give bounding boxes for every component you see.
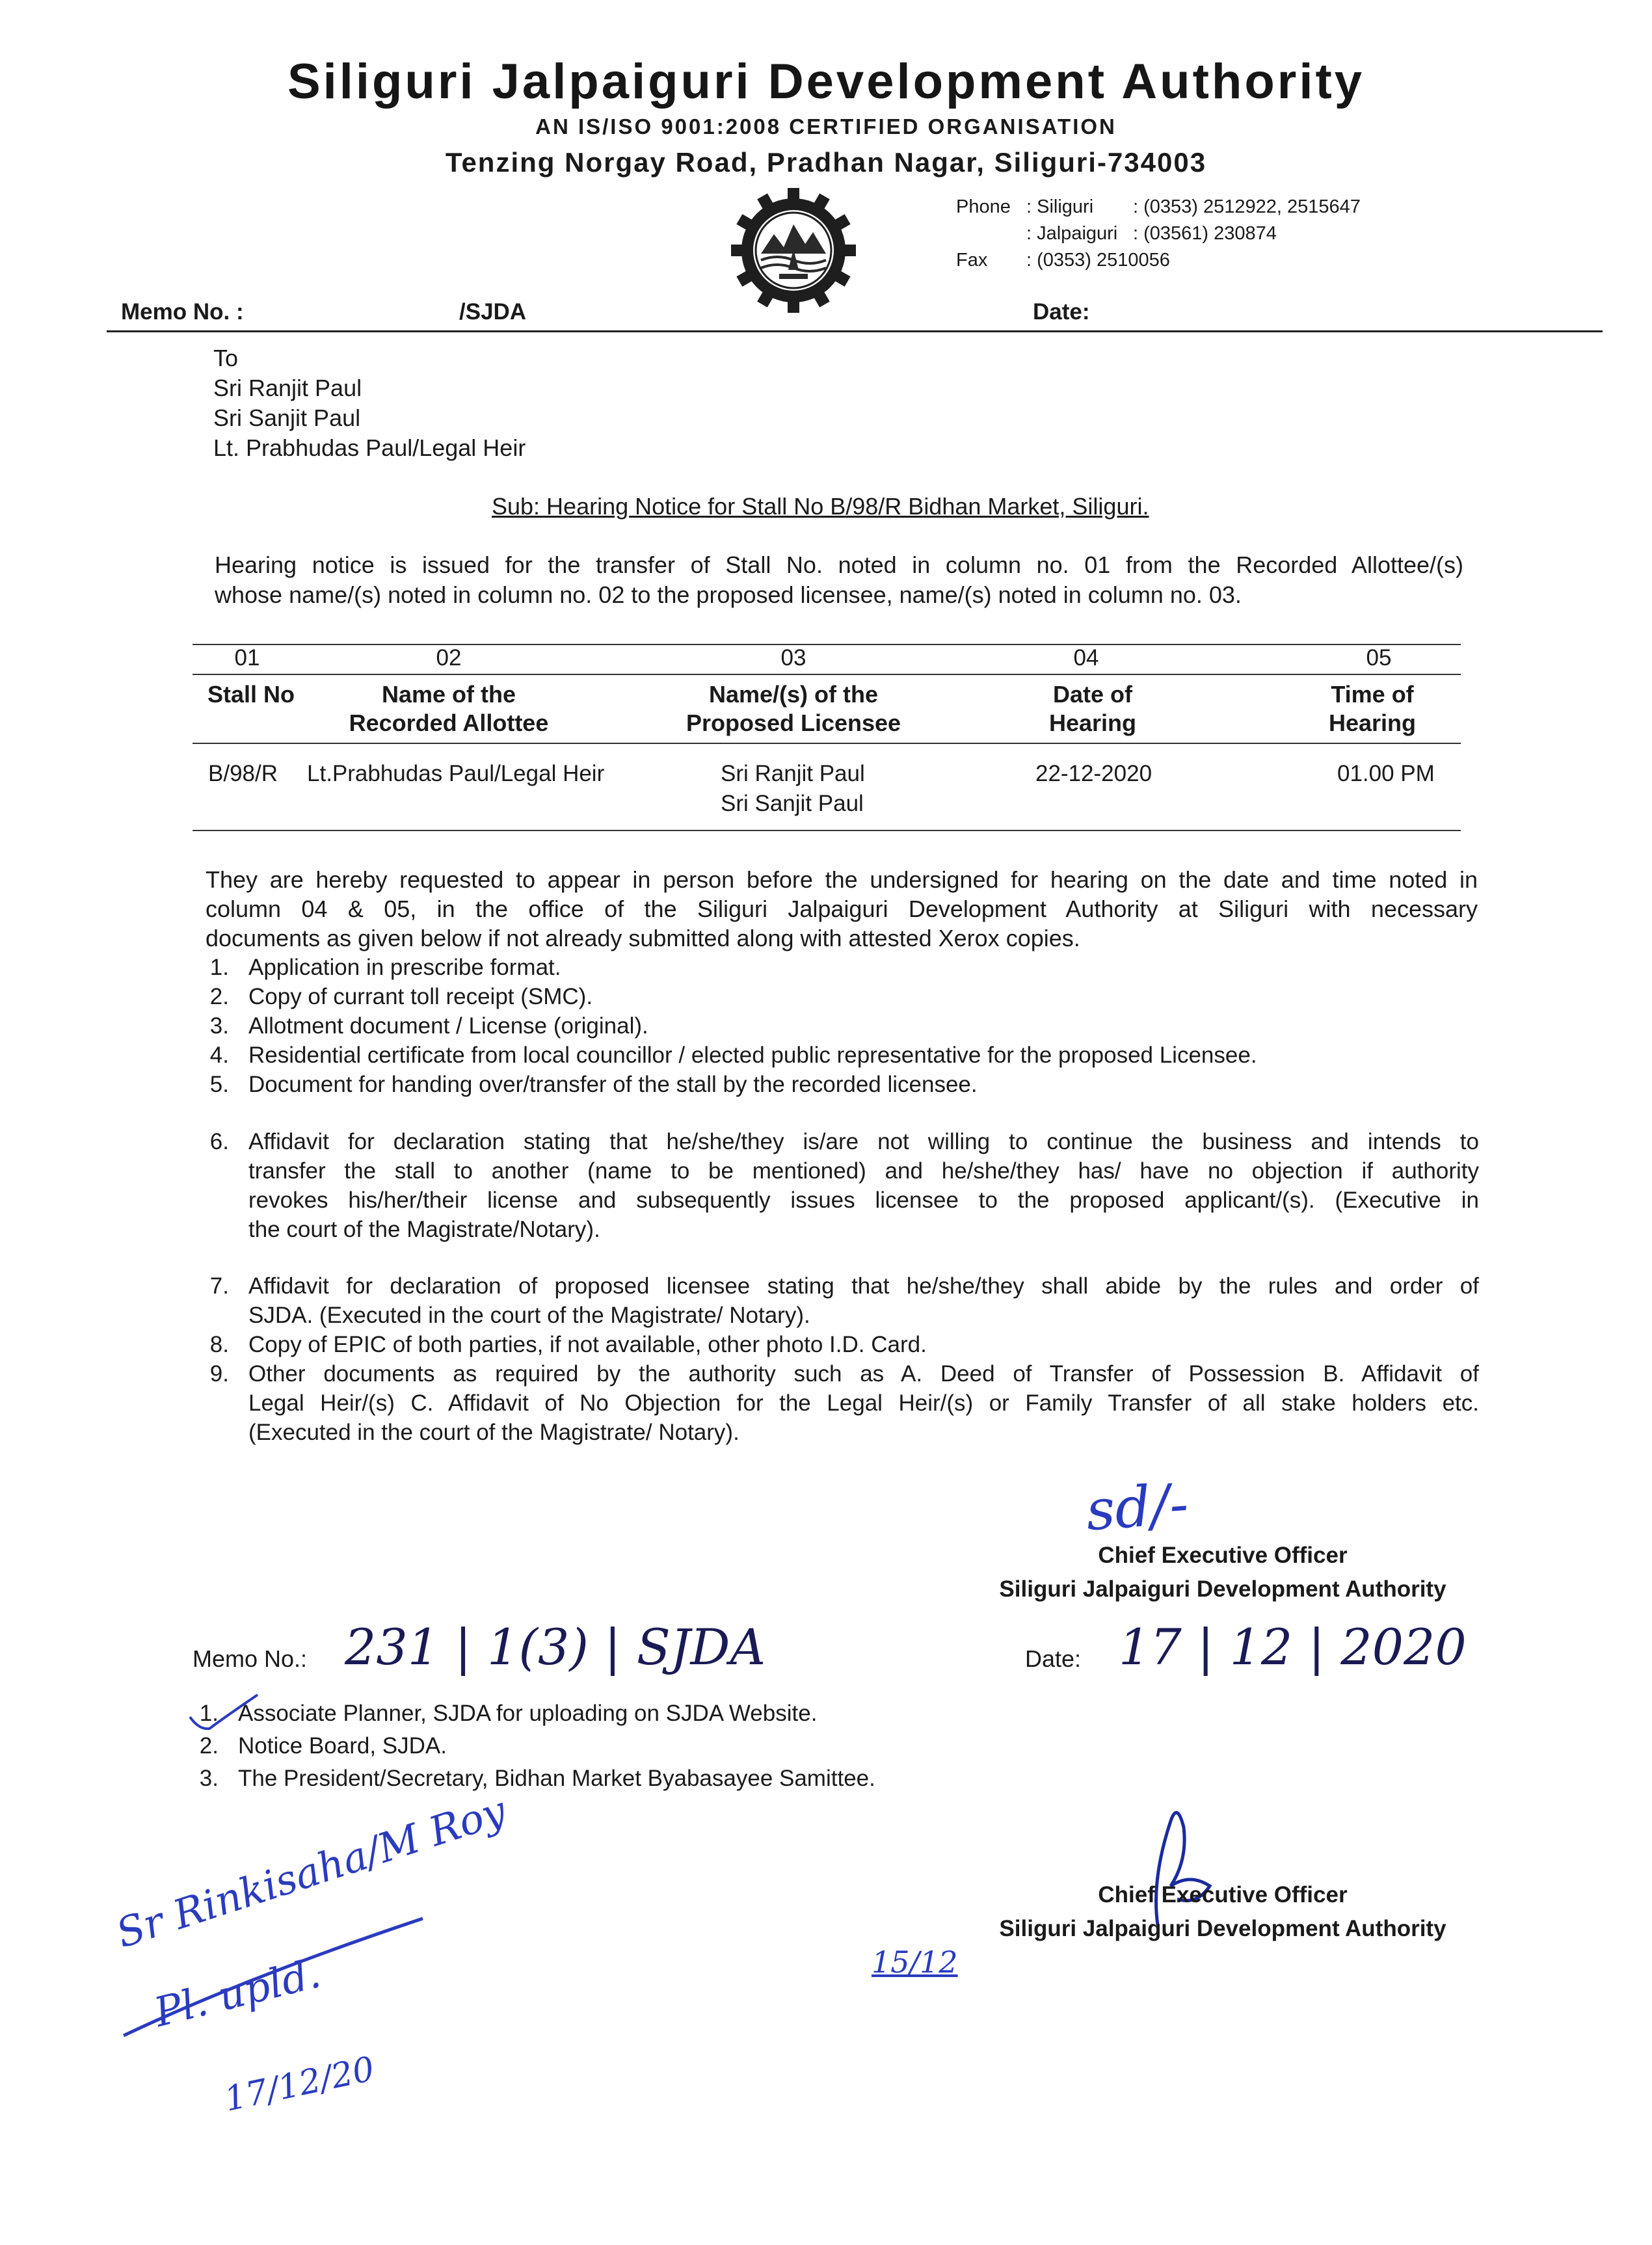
list-text: The President/Secretary, Bidhan Market Byabasayee Samittee. [238,1766,875,1791]
request-line: documents as given below if not already submitted along with attested Xerox copies. [206,925,1080,951]
signatory-title-2: Chief Executive Officer [1098,1882,1348,1907]
list-text: Document for handing over/transfer of the stall by the recorded licensee. [248,1072,978,1097]
signatory-title: Chief Executive Officer [1098,1543,1348,1568]
list-number: 7. [209,1273,229,1299]
certification-line: AN IS/ISO 9001:2008 CERTIFIED ORGANISATION [535,114,1117,139]
signatory-organization: Siliguri Jalpaiguri Development Authority [999,1576,1446,1602]
list-text: transfer the stall to another (name to be mentioned) and he/she/they has/ have no objection if authority [248,1158,1479,1184]
table-bottom-rule [193,830,1461,831]
list-number: 2. [209,984,229,1009]
cell-licensee: Sri Ranjit Paul [721,761,865,786]
column-header-time: Time of [1331,681,1414,708]
list-text: Associate Planner, SJDA for uploading on SJDA Website. [238,1701,818,1726]
cell-hearing-date: 22-12-2020 [1035,761,1152,786]
addressee-name: Sri Ranjit Paul [213,375,362,401]
memo-label-bottom: Memo No.: [193,1645,308,1672]
handwritten-upload-note: Pl. upld. [150,1949,325,2036]
list-number: 9. [209,1361,229,1387]
memo-suffix: /SJDA [459,299,527,325]
column-header-licensee: Proposed Licensee [686,710,901,736]
organization-name: Siliguri Jalpaiguri Development Authority [287,54,1365,109]
date-label: Date: [1033,299,1090,325]
handwritten-initial-date: 15/12 [872,1945,958,1980]
contact-value: : (0353) 2512922, 2515647 [1133,196,1361,217]
column-header-licensee: Name/(s) of the [708,681,879,708]
column-number: 03 [780,645,806,671]
handwritten-memo-number: 231 | 1(3) | SJDA [345,1618,766,1676]
table-number-rule [193,674,1461,675]
signatory-organization-2: Siliguri Jalpaiguri Development Authority [999,1916,1446,1941]
addressee-to: To [213,345,239,371]
list-text: Copy of currant toll receipt (SMC). [248,984,593,1009]
column-header-date: Hearing [1048,710,1137,736]
handwritten-signature-icon [1132,1801,1236,1932]
list-number: 4. [209,1043,229,1068]
intro-line: Hearing notice is issued for the transfer of Stall No. noted in column no. 01 from the Recorded Allottee/(s) [215,551,1463,578]
subject-line: Sub: Hearing Notice for Stall No B/98/R Bidhan Market, Siliguri. [492,493,1149,520]
contact-place: : (0353) 2510056 [1026,250,1170,271]
list-text: Notice Board, SJDA. [238,1733,447,1759]
cell-licensee: Sri Sanjit Paul [721,791,864,816]
list-text: Copy of EPIC of both parties, if not available, other photo I.D. Card. [248,1332,927,1357]
list-number: 1. [199,1701,219,1726]
list-number: 2. [199,1733,219,1759]
list-text: (Executed in the court of the Magistrate/ Notary). [248,1420,739,1445]
list-number: 5. [209,1072,229,1097]
contact-place: : Jalpaiguri [1026,223,1118,244]
cell-stall-no: B/98/R [208,761,278,786]
column-header-stall-no: Stall No [207,681,295,708]
header-divider [107,330,1603,332]
column-number: 04 [1073,645,1099,671]
cell-hearing-time: 01.00 PM [1337,761,1435,786]
list-text: Legal Heir/(s) C. Affidavit of No Objection for the Legal Heir/(s) or Family Transfer of all stake holders etc. [248,1390,1479,1416]
list-text: Application in prescribe format. [248,955,561,980]
copy-to-list [193,1699,1038,1803]
handwritten-sd-signature: sd/- [1084,1471,1191,1544]
list-number: 1. [209,955,229,980]
list-text: the court of the Magistrate/Notary). [248,1217,600,1242]
list-number: 3. [199,1766,219,1791]
sjda-seal-logo [709,185,878,315]
date-label-bottom: Date: [1025,1645,1082,1672]
addressee-name: Lt. Prabhudas Paul/Legal Heir [213,434,526,461]
handwritten-forward-note: Sr Rinkisaha/M Roy [111,1787,512,1958]
contact-label: Phone [956,196,1011,217]
list-text: Residential certificate from local councillor / elected public representative for the proposed Licensee. [248,1043,1257,1068]
memo-label: Memo No. : [121,299,244,325]
column-number: 02 [436,645,462,671]
column-number: 05 [1366,645,1392,671]
contact-place: : Siliguri [1026,196,1094,217]
list-text: SJDA. (Executed in the court of the Magistrate/ Notary). [248,1303,810,1328]
column-header-time: Hearing [1328,710,1417,736]
list-text: Affidavit for declaration stating that he/she/they is/are not willing to continue the business and intends to [248,1129,1479,1154]
request-line: column 04 & 05, in the office of the Siliguri Jalpaiguri Development Authority at Siliguri with necessary [206,896,1478,922]
list-text: revokes his/her/their license and subsequently issues licensee to the proposed applicant/(s). (Executive in [248,1188,1479,1213]
request-line: They are hereby requested to appear in person before the undersigned for hearing on the date and time noted in [206,866,1478,893]
addressee-name: Sri Sanjit Paul [213,405,361,431]
handwritten-annotation-date: 17/12/20 [221,2049,378,2119]
organization-address: Tenzing Norgay Road, Pradhan Nagar, Siliguri-734003 [445,147,1207,178]
list-text: Affidavit for declaration of proposed licensee stating that he/she/they shall abide by the rules and order of [248,1273,1479,1299]
contact-value: : (03561) 230874 [1133,223,1277,244]
tick-mark-icon [186,1691,264,1736]
list-number: 6. [209,1129,229,1154]
contact-label: Fax [956,250,988,271]
column-header-allottee: Recorded Allottee [349,710,549,736]
list-number: 3. [209,1013,229,1039]
handwritten-date: 17 | 12 | 2020 [1119,1618,1467,1676]
cell-allottee: Lt.Prabhudas Paul/Legal Heir [307,761,605,786]
list-number: 8. [209,1332,229,1357]
requirements-list [203,953,1479,1454]
list-text: Other documents as required by the authority such as A. Deed of Transfer of Possession B. Affidavit of [248,1361,1479,1387]
column-header-date: Date of [1052,681,1132,708]
table-header-rule [193,743,1461,744]
column-header-allottee: Name of the [381,681,516,708]
intro-line: whose name/(s) noted in column no. 02 to the proposed licensee, name/(s) noted in column no. 03. [215,581,1242,608]
column-number: 01 [234,645,260,671]
list-text: Allotment document / License (original). [248,1013,648,1039]
